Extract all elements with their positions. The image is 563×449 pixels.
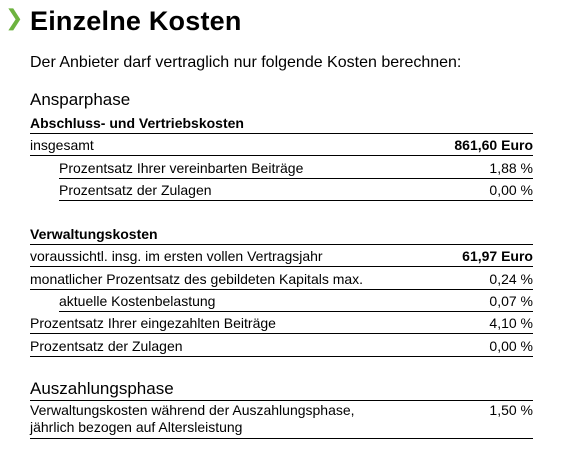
table-row [30,335,533,357]
row-label: insgesamt [30,136,94,153]
chevron-right-icon: ❯ [5,5,24,30]
intro-text: Der Anbieter darf vertraglich nur folgende Kosten berechnen: [30,54,462,71]
row-value: 861,60 Euro [454,136,533,153]
subsection-heading-abschluss: Abschluss- und Vertriebskosten [30,115,244,131]
row-label-line1: Verwaltungskosten während der Auszahlungsphase, [30,402,355,418]
table-row [30,402,533,439]
row-label: Prozentsatz Ihrer vereinbarten Beiträge [59,160,304,176]
row-value: 0,00 % [489,182,533,198]
row-label: Prozentsatz der Zulagen [30,337,183,354]
divider [59,200,533,201]
table-row [30,290,533,312]
row-value: 0,00 % [489,337,533,354]
row-value: 0,24 % [489,270,533,287]
section-heading-auszahlungsphase: Auszahlungsphase [30,379,174,398]
row-value: 1,88 % [489,160,533,176]
row-value: 61,97 Euro [462,247,533,264]
table-row [30,312,533,334]
row-label: Prozentsatz Ihrer eingezahlten Beiträge [30,314,276,331]
table-row [30,157,533,179]
row-label: aktuelle Kostenbelastung [59,293,216,309]
table-row [30,134,533,156]
subsection-heading-verwaltung: Verwaltungskosten [30,226,158,242]
row-label: Prozentsatz der Zulagen [59,182,212,198]
page-title: Einzelne Kosten [30,6,242,36]
row-label: monatlicher Prozentsatz des gebildeten Kapitals max. [30,270,364,287]
row-label-line2: jährlich bezogen auf Altersleistung [30,419,243,435]
table-row [30,245,533,267]
row-value: 4,10 % [489,314,533,331]
section-heading-ansparphase: Ansparphase [30,90,131,109]
row-label: voraussichtl. insg. im ersten vollen Vertragsjahr [30,247,323,264]
row-value: 0,07 % [489,293,533,309]
table-row [30,268,533,290]
row-value: 1,50 % [489,402,533,418]
divider [30,400,533,401]
row-label [30,402,355,436]
table-row [30,179,533,201]
